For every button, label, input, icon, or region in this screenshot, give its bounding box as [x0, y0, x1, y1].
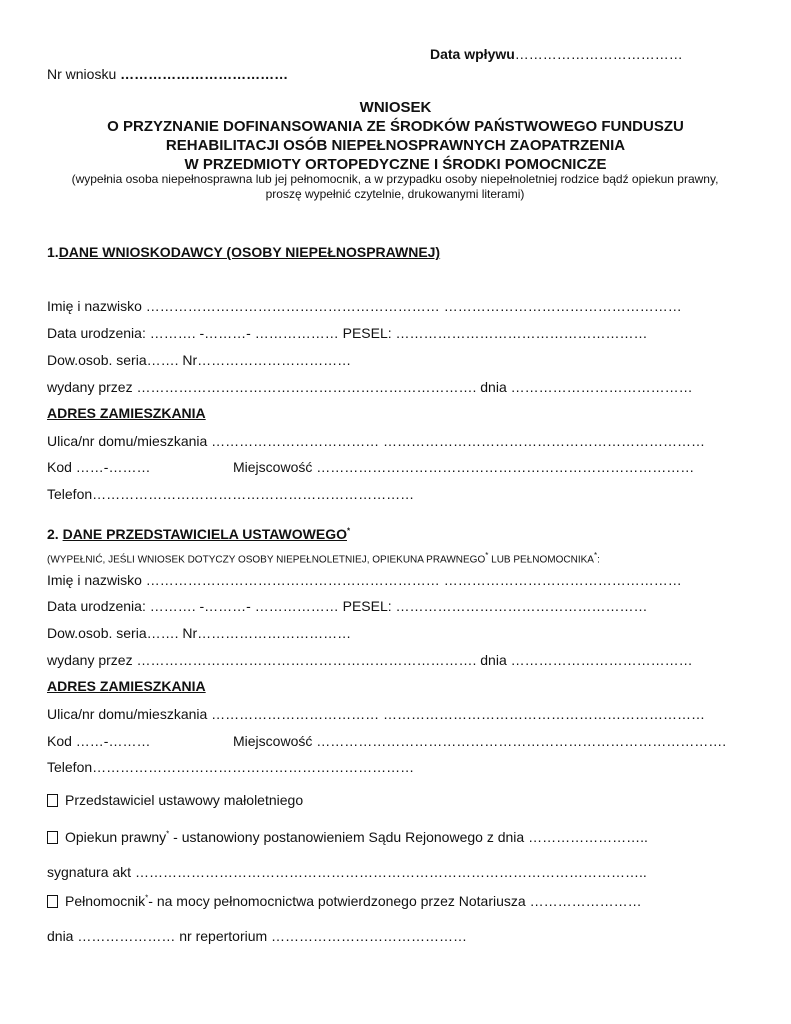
section-1-title: DANE WNIOSKODAWCY (OSOBY NIEPEŁNOSPRAWNEJ): [58, 244, 441, 260]
section-2-note-text: :: [597, 554, 600, 566]
court-decision-date-field[interactable]: - ustanowiony postanowieniem Sądu Rejonowego z dnia ……………………..: [169, 829, 648, 845]
minor-representative-label: Przedstawiciel ustawowy małoletniego: [65, 792, 304, 808]
minor-representative-option[interactable]: [47, 792, 303, 808]
section-2-note: [47, 551, 600, 565]
form-instructions: (wypełnia osoba niepełnosprawna lub jej pełnomocnik, a w przypadku osoby niepełnoletniej rodzice bądź opiekun prawny, proszę wypełnić czytelnie, drukowanymi literami): [71, 172, 719, 201]
application-number-row: [47, 66, 288, 82]
applicant-id-field[interactable]: Dow.osob. seria……. Nr……………………………: [47, 352, 352, 368]
form-title-line-2: O PRZYZNANIE DOFINANSOWANIA ZE ŚRODKÓW PAŃSTWOWEGO FUNDUSZU: [107, 118, 684, 135]
representative-issued-by-field[interactable]: wydany przez ………………………………………………………………. dnia …………………………………: [47, 652, 693, 668]
applicant-address-heading: ADRES ZAMIESZKANIA: [47, 405, 206, 421]
section-1-heading: [47, 244, 440, 260]
section-2-note-text: (WYPEŁNIĆ, JEŚLI WNIOSEK DOTYCZY OSOBY NIEPEŁNOLETNIEJ, OPIEKUNA PRAWNEGO: [47, 554, 486, 566]
legal-guardian-checkbox[interactable]: [47, 831, 58, 844]
repertory-field[interactable]: dnia ………………… nr repertorium ……………………………………: [47, 928, 468, 944]
section-2-number: 2.: [47, 526, 59, 542]
application-number-label: Nr wniosku: [47, 66, 117, 82]
form-title-line-4: W PRZEDMIOTY ORTOPEDYCZNE I ŚRODKI POMOCNICZE: [184, 156, 607, 173]
case-signature-field[interactable]: sygnatura akt ………………………………………………………………………………………………..: [47, 864, 647, 880]
legal-guardian-label: Opiekun prawny: [65, 829, 167, 845]
applicant-name-field[interactable]: Imię i nazwisko ……………………………………………………… ……………………………………………: [47, 298, 682, 314]
form-title-line-3: REHABILITACJI OSÓB NIEPEŁNOSPRAWNYCH ZAOPATRZENIA: [165, 137, 626, 154]
footnote-mark: *: [346, 526, 351, 536]
receipt-date-label: Data wpływu: [430, 46, 515, 62]
notary-field[interactable]: - na mocy pełnomocnictwa potwierdzonego przez Notariusza ……………………: [148, 893, 642, 909]
applicant-street-field[interactable]: Ulica/nr domu/mieszkania ……………………………… ……………………………………………………………: [47, 433, 706, 449]
section-1-number: 1.: [47, 244, 59, 260]
representative-street-field[interactable]: Ulica/nr domu/mieszkania ……………………………… ……………………………………………………………: [47, 706, 706, 722]
representative-name-field[interactable]: Imię i nazwisko ……………………………………………………… ……………………………………………: [47, 572, 682, 588]
footnote-mark: *: [166, 829, 170, 839]
footnote-mark: *: [145, 893, 149, 903]
section-2-note-text: LUB PEŁNOMOCNIKA: [488, 554, 594, 566]
applicant-issued-by-field[interactable]: wydany przez ………………………………………………………………. dnia …………………………………: [47, 379, 693, 395]
representative-id-field[interactable]: Dow.osob. seria……. Nr……………………………: [47, 625, 352, 641]
form-title: WNIOSEK: [359, 99, 432, 116]
section-2-title: DANE PRZEDSTAWICIELA USTAWOWEGO: [62, 526, 347, 542]
proxy-label: Pełnomocnik: [65, 893, 146, 909]
representative-phone-field[interactable]: Telefon……………………………………………………………: [47, 759, 415, 775]
section-2-heading: [47, 526, 350, 542]
footnote-mark: *: [485, 551, 489, 560]
representative-city-field[interactable]: Miejscowość …………………………………………………………………………….: [233, 733, 727, 749]
representative-birth-pesel-field[interactable]: Data urodzenia: ………. -………- ……………… PESEL: ………………………………………………: [47, 598, 648, 614]
application-number-field[interactable]: ………………………………: [120, 66, 289, 82]
proxy-checkbox[interactable]: [47, 895, 58, 908]
applicant-city-field[interactable]: Miejscowość ………………………………………………………………………: [233, 459, 695, 475]
receipt-date-row: [430, 46, 683, 62]
applicant-phone-field[interactable]: Telefon……………………………………………………………: [47, 486, 415, 502]
minor-representative-checkbox[interactable]: [47, 794, 58, 807]
applicant-birth-pesel-field[interactable]: Data urodzenia: ………. -………- ……………… PESEL: ………………………………………………: [47, 325, 648, 341]
legal-guardian-option[interactable]: [47, 829, 648, 845]
footnote-mark: *: [593, 551, 598, 560]
receipt-date-field[interactable]: ………………………………: [514, 46, 683, 62]
proxy-option[interactable]: [47, 893, 642, 909]
representative-postcode-field[interactable]: Kod ……-………: [47, 733, 151, 749]
representative-address-heading: ADRES ZAMIESZKANIA: [47, 678, 206, 694]
applicant-postcode-field[interactable]: Kod ……-………: [47, 459, 151, 475]
